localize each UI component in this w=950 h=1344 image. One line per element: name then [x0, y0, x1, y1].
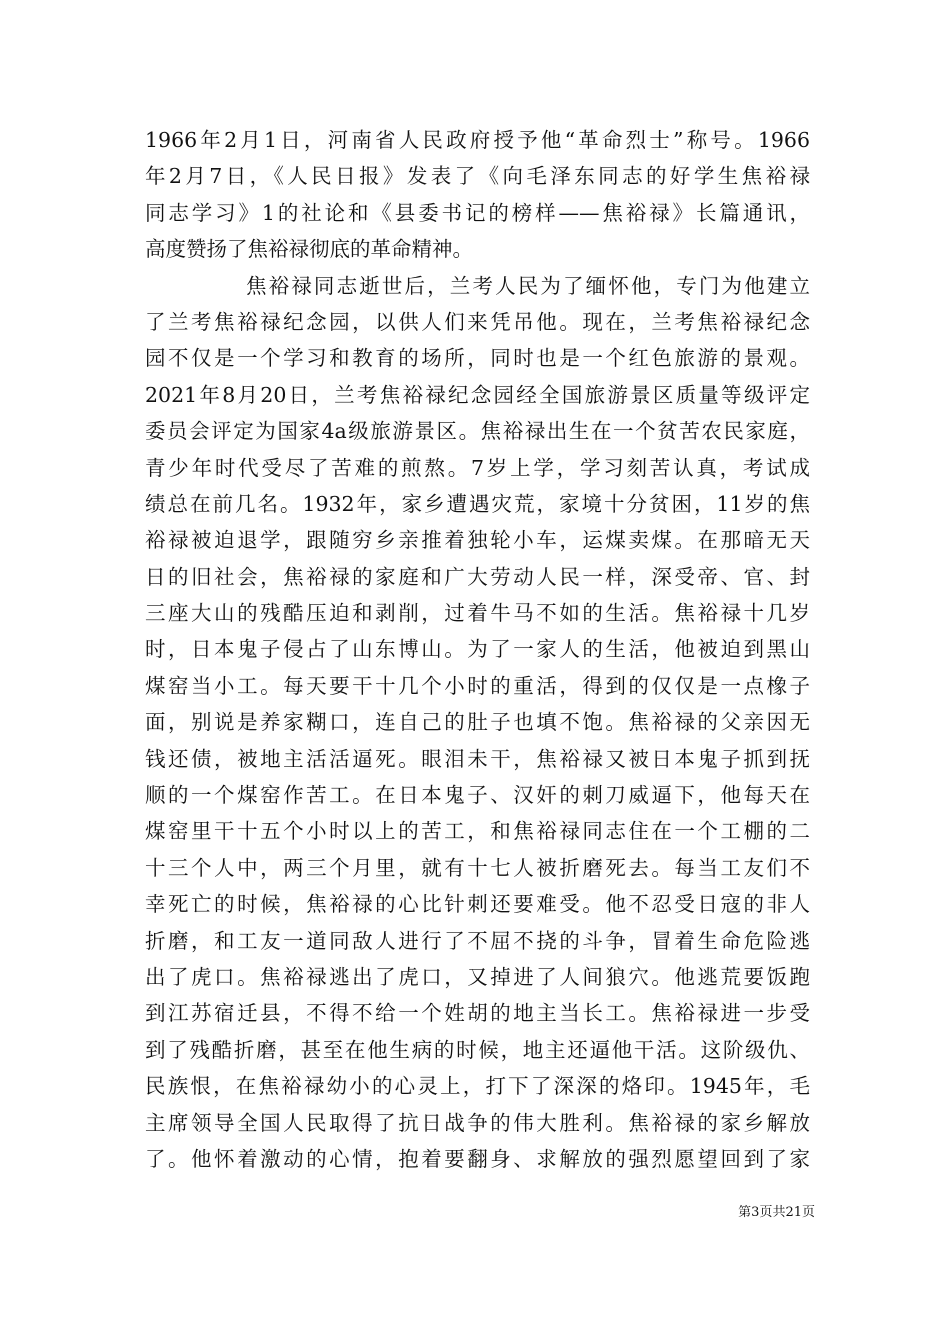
text-line: 顺的一个煤窑作苦工。在日本鬼子、汉奸的刺刀威逼下，他每天在: [145, 783, 810, 808]
text-line: 年2月7日，《人民日报》发表了《向毛泽东同志的好学生焦裕禄: [145, 164, 810, 189]
body-text: [145, 122, 810, 1177]
text-line: 到江苏宿迁县，不得不给一个姓胡的地主当长工。焦裕禄进一步受: [145, 1001, 810, 1026]
text-line: 煤窑当小工。每天要干十几个小时的重活，得到的仅仅是一点橡子: [145, 673, 810, 698]
text-line: 民族恨，在焦裕禄幼小的心灵上，打下了深深的烙印。1945年，毛: [145, 1074, 810, 1099]
text-line: 了。他怀着激动的心情，抱着要翻身、求解放的强烈愿望回到了家: [145, 1146, 810, 1171]
text-line: 煤窑里干十五个小时以上的苦工，和焦裕禄同志住在一个工棚的二: [145, 819, 810, 844]
text-line: 焦裕禄同志逝世后，兰考人民为了缅怀他，专门为他建立: [246, 273, 810, 298]
text-line: 园不仅是一个学习和教育的场所，同时也是一个红色旅游的景观。: [145, 346, 810, 371]
text-line: 十三个人中，两三个月里，就有十七人被折磨死去。每当工友们不: [145, 855, 810, 880]
text-line: 绩总在前几名。1932年，家乡遭遇灾荒，家境十分贫困，11岁的焦: [145, 491, 810, 516]
text-line: 日的旧社会，焦裕禄的家庭和广大劳动人民一样，深受帝、官、封: [145, 564, 810, 589]
text-line: 主席领导全国人民取得了抗日战争的伟大胜利。焦裕禄的家乡解放: [145, 1110, 810, 1135]
text-line: 出了虎口。焦裕禄逃出了虎口，又掉进了人间狼穴。他逃荒要饭跑: [145, 964, 810, 989]
text-line: 三座大山的残酷压迫和剥削，过着牛马不如的生活。焦裕禄十几岁: [145, 601, 810, 626]
text-line: 2021年8月20日，兰考焦裕禄纪念园经全国旅游景区质量等级评定: [145, 382, 810, 407]
paragraph-2: [145, 268, 810, 1178]
text-line: 青少年时代受尽了苦难的煎熬。7岁上学，学习刻苦认真，考试成: [145, 455, 810, 480]
text-line: 了兰考焦裕禄纪念园，以供人们来凭吊他。现在，兰考焦裕禄纪念: [145, 309, 810, 334]
text-line: 折磨，和工友一道同敌人进行了不屈不挠的斗争，冒着生命危险逃: [145, 928, 810, 953]
text-line: 同志学习》1的社论和《县委书记的榜样——焦裕禄》长篇通讯，: [145, 200, 810, 225]
text-line: 面，别说是养家糊口，连自己的肚子也填不饱。焦裕禄的父亲因无: [145, 710, 810, 735]
text-line: 钱还债，被地主活活逼死。眼泪未干，焦裕禄又被日本鬼子抓到抚: [145, 746, 810, 771]
text-line: 裕禄被迫退学，跟随穷乡亲推着独轮小车，运煤卖煤。在那暗无天: [145, 528, 810, 553]
text-line: 幸死亡的时候，焦裕禄的心比针刺还要难受。他不忍受日寇的非人: [145, 892, 810, 917]
page-number: 第3页共21页: [738, 1205, 815, 1220]
text-line: 时，日本鬼子侵占了山东博山。为了一家人的生活，他被迫到黑山: [145, 637, 810, 662]
text-line: 高度赞扬了焦裕禄彻底的革命精神。: [145, 237, 473, 262]
text-line: 委员会评定为国家4a级旅游景区。焦裕禄出生在一个贫苦农民家庭，: [145, 419, 810, 444]
text-line: 到了残酷折磨，甚至在他生病的时候，地主还逼他干活。这阶级仇、: [145, 1037, 810, 1062]
paragraph-1: [145, 122, 810, 268]
text-line: 1966年2月1日，河南省人民政府授予他“革命烈士”称号。1966: [145, 128, 810, 152]
